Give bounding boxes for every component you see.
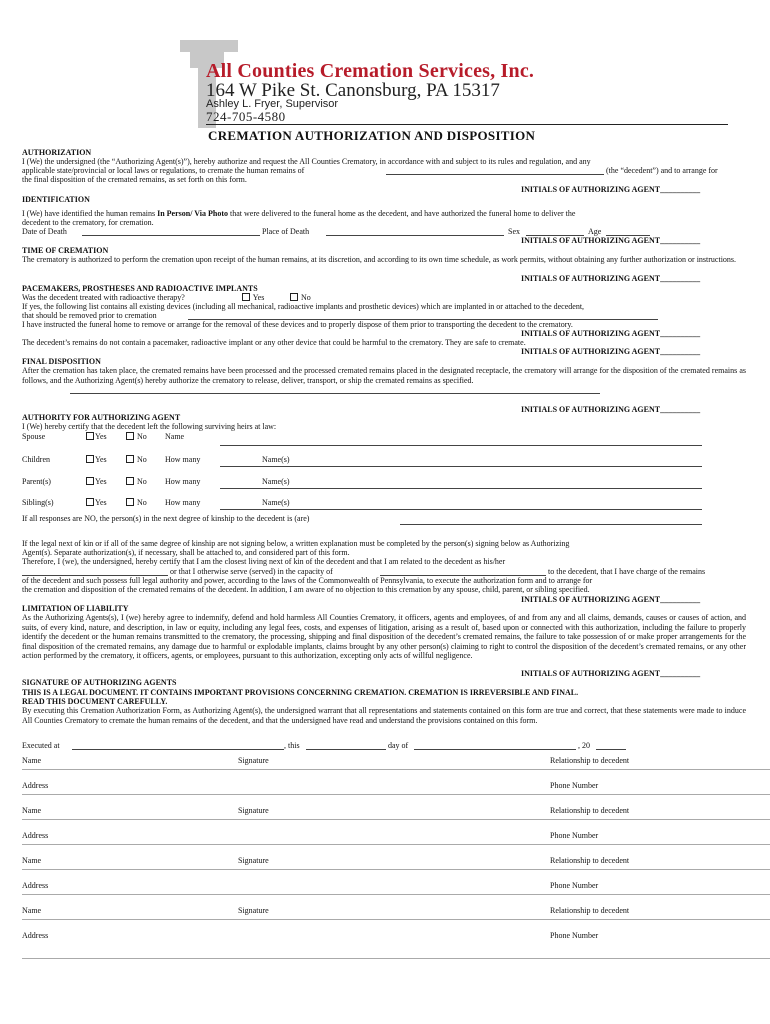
agent-3-name-label: Name bbox=[22, 856, 42, 865]
date-of-death-label: Date of Death bbox=[22, 227, 67, 236]
initials-pacemakers-1[interactable]: INITIALS OF AUTHORIZING AGENT__________ bbox=[521, 329, 701, 338]
parents-names-field[interactable] bbox=[220, 488, 702, 489]
liability-text: As the Authorizing Agents(s), I (we) hereby agree to indemnify, defend and hold harmless All Counties Crematory, it officers, agents and employees, of and from any and all claims, demands, causes or causes of action, and suits, of every kind, nature, and description, in law or equity, including any legal fees, costs, and expenses of litigation, arising as a result of, based upon or connected with this authorization, including the failure to properly identify the decedent or the human remains transmitted to the crematory, the processing, shipping and final disposition of the decedent’s cremated remains, the failure to take possession of or make proper arrangements for the final disposition of the cremated remains, any damage due to harmful or explodable implants, claims brought by any other person(s) claiming to right to control the disposition of the decedent’s cremated remains, or any other action performed by the crematory, it officers, agents, or employees, pursuant to this authorization, excepting only acts of willful negligence. bbox=[22, 613, 746, 660]
authorization-heading: AUTHORIZATION bbox=[22, 148, 92, 157]
checkbox-icon[interactable] bbox=[126, 477, 134, 485]
authorization-text-3: the final disposition of the cremated remains, as set forth on this form. bbox=[22, 175, 247, 184]
year-label: , 20 bbox=[578, 741, 590, 750]
executed-at-label: Executed at bbox=[22, 741, 60, 750]
time-of-cremation-heading: TIME OF CREMATION bbox=[22, 246, 109, 255]
agent-1-name-label: Name bbox=[22, 756, 42, 765]
agent-2-address-line[interactable] bbox=[22, 844, 770, 845]
signature-heading: SIGNATURE OF AUTHORIZING AGENTS bbox=[22, 678, 177, 687]
siblings-no-option[interactable] bbox=[126, 498, 147, 508]
parents-yes-option[interactable] bbox=[86, 477, 107, 487]
next-of-kin-text-2: Agent(s). Separate authorization(s), if necessary, shall be attached to, and considered part of this form. bbox=[22, 548, 350, 557]
legal-warning-2: READ THIS DOCUMENT CAREFULLY. bbox=[22, 697, 168, 706]
agent-3-phone-label: Phone Number bbox=[550, 881, 599, 890]
yes-label: Yes bbox=[95, 498, 107, 507]
yes-label: Yes bbox=[95, 455, 107, 464]
spouse-name-field[interactable] bbox=[220, 445, 702, 446]
agent-4-relationship-label: Relationship to decedent bbox=[550, 906, 630, 915]
authority-heading: AUTHORITY FOR AUTHORIZING AGENT bbox=[22, 413, 181, 422]
spouse-name-label: Name bbox=[165, 432, 185, 441]
checkbox-icon[interactable] bbox=[86, 432, 94, 440]
header-divider bbox=[206, 124, 728, 125]
agent-4-phone-label: Phone Number bbox=[550, 931, 599, 940]
authority-intro: I (We) hereby certify that the decedent left the following surviving heirs at law: bbox=[22, 422, 277, 431]
pacemakers-text-3: I have instructed the funeral home to remove or arrange for the removal of these devices and to properly dispose of them prior to transporting the decedent to the crematory. bbox=[22, 320, 573, 329]
place-of-death-field[interactable] bbox=[326, 235, 504, 236]
company-supervisor: Ashley L. Fryer, Supervisor bbox=[206, 98, 339, 110]
time-of-cremation-text: The crematory is authorized to perform the cremation upon receipt of the human remains, at its discretion, and according to its own time schedule, as work permits, without obtaining any further authorization or instructions. bbox=[22, 255, 737, 264]
heir-label-children: Children bbox=[22, 455, 50, 464]
checkbox-icon[interactable] bbox=[126, 498, 134, 506]
agent-4-name-line[interactable] bbox=[22, 919, 770, 920]
pacemakers-text-1: If yes, the following list contains all existing devices (including all mechanical, radioactive implants and prosthetic devices) which are implanted in or attached to the decedent, bbox=[22, 302, 585, 311]
agent-3-address-line[interactable] bbox=[22, 894, 770, 895]
agent-4-address-label: Address bbox=[22, 931, 49, 940]
authorization-text-2b: (the “decedent”) and to arrange for bbox=[606, 166, 718, 175]
agent-4-address-line[interactable] bbox=[22, 958, 770, 959]
next-of-kin-text-3: Therefore, I (we), the undersigned, hereby certify that I am the closest living next of kin of the decedent and that I am related to the decedent as his/her bbox=[22, 557, 506, 566]
identification-text-1a: I (We) have identified the human remains bbox=[22, 209, 156, 218]
checkbox-icon[interactable] bbox=[126, 432, 134, 440]
initials-final-disposition[interactable]: INITIALS OF AUTHORIZING AGENT__________ bbox=[521, 405, 701, 414]
agent-1-address-label: Address bbox=[22, 781, 49, 790]
siblings-names-field[interactable] bbox=[220, 509, 702, 510]
agent-2-relationship-label: Relationship to decedent bbox=[550, 806, 630, 815]
children-yes-option[interactable] bbox=[86, 455, 107, 465]
date-of-death-field[interactable] bbox=[82, 235, 260, 236]
heir-label-parents: Parent(s) bbox=[22, 477, 51, 486]
day-of-label: day of bbox=[388, 741, 409, 750]
pacemakers-text-2: that should be removed prior to cremation bbox=[22, 311, 157, 320]
parents-names-label: Name(s) bbox=[262, 477, 290, 486]
age-label: Age bbox=[588, 227, 602, 236]
initials-liability[interactable]: INITIALS OF AUTHORIZING AGENT__________ bbox=[521, 669, 701, 678]
final-disposition-heading: FINAL DISPOSITION bbox=[22, 357, 101, 366]
authorization-text-2a: applicable state/provincial or local laws or regulations, to cremate the human remains of bbox=[22, 166, 305, 175]
children-how-many-label: How many bbox=[165, 455, 201, 464]
agent-1-phone-label: Phone Number bbox=[550, 781, 599, 790]
agent-1-signature-label: Signature bbox=[238, 756, 269, 765]
identification-text-2: decedent to the crematory, for cremation. bbox=[22, 218, 154, 227]
authorization-text-1: I (We) the undersigned (the “Authorizing Agent(s)”), hereby authorize and request the All Counties Crematory, in accordance with and subject to its rules and regulation, and any bbox=[22, 157, 591, 166]
checkbox-icon[interactable] bbox=[126, 455, 134, 463]
heir-label-spouse: Spouse bbox=[22, 432, 46, 441]
checkbox-icon[interactable] bbox=[86, 498, 94, 506]
next-of-kin-text-1: If the legal next of kin or if all of the same degree of kinship are not signing below, a written explanation must be completed by the person(s) signing below as Authorizing bbox=[22, 539, 570, 548]
final-disposition-text: After the cremation has taken place, the cremated remains have been processed and the processed cremated remains placed in the designated receptacle, the crematory will arrange for the disposition of the cremated remains as follows, and the Authorizing Agent(s) hereby authorize the crematory to release, deliver, transport, or ship the cremated remains as specified. bbox=[22, 366, 746, 385]
yes-label: Yes bbox=[95, 477, 107, 486]
month-field[interactable] bbox=[414, 749, 576, 750]
liability-heading: LIMITATION OF LIABILITY bbox=[22, 604, 129, 613]
agent-3-relationship-label: Relationship to decedent bbox=[550, 856, 630, 865]
agent-2-signature-label: Signature bbox=[238, 806, 269, 815]
agent-2-name-line[interactable] bbox=[22, 819, 770, 820]
siblings-names-label: Name(s) bbox=[262, 498, 290, 507]
next-of-kin-text-4a: or that I otherwise serve (served) in the capacity of bbox=[170, 567, 333, 576]
place-of-death-label: Place of Death bbox=[262, 227, 310, 236]
spouse-no-option[interactable] bbox=[126, 432, 147, 442]
disposition-field[interactable] bbox=[70, 393, 600, 394]
legal-warning-1: THIS IS A LEGAL DOCUMENT. IT CONTAINS IMPORTANT PROVISIONS CONCERNING CREMATION. CREMATION IS IRREVERSIBLE AND FINAL. bbox=[22, 688, 579, 697]
decedent-name-field[interactable] bbox=[386, 174, 604, 175]
no-label: No bbox=[137, 498, 147, 507]
children-no-option[interactable] bbox=[126, 455, 147, 465]
all-no-text: If all responses are NO, the person(s) in the next degree of kinship to the decedent is (are) bbox=[22, 514, 310, 523]
children-names-label: Name(s) bbox=[262, 455, 290, 464]
initials-pacemakers-2[interactable]: INITIALS OF AUTHORIZING AGENT__________ bbox=[521, 347, 701, 356]
agent-4-name-label: Name bbox=[22, 906, 42, 915]
initials-authorization[interactable]: INITIALS OF AUTHORIZING AGENT__________ bbox=[521, 185, 701, 194]
checkbox-icon[interactable] bbox=[290, 293, 298, 301]
this-label: , this bbox=[284, 741, 300, 750]
no-label: No bbox=[137, 455, 147, 464]
next-of-kin-text-4b: to the decedent, that I have charge of the remains bbox=[548, 567, 706, 576]
identification-method: In Person/ Via Photo bbox=[157, 209, 228, 218]
initials-identification[interactable]: INITIALS OF AUTHORIZING AGENT__________ bbox=[521, 236, 701, 245]
signature-statement: By executing this Cremation Authorization Form, as Authorizing Agent(s), the undersigned warrant that all representations and statements contained on this form are true and correct, that these statements were made to induce All Counties Crematory to cremate the human remains of the decedent, and that the undersigned have read and understand the provisions contained on this form. bbox=[22, 706, 746, 725]
day-field[interactable] bbox=[306, 749, 386, 750]
checkbox-icon[interactable] bbox=[86, 455, 94, 463]
parents-how-many-label: How many bbox=[165, 477, 201, 486]
agent-3-address-label: Address bbox=[22, 881, 49, 890]
checkbox-icon[interactable] bbox=[86, 477, 94, 485]
document-title: CREMATION AUTHORIZATION AND DISPOSITION bbox=[208, 128, 536, 143]
agent-4-signature-label: Signature bbox=[238, 906, 269, 915]
no-label: No bbox=[137, 432, 147, 441]
company-address: 164 W Pike St. Canonsburg, PA 15317 bbox=[206, 80, 500, 101]
agent-2-address-label: Address bbox=[22, 831, 49, 840]
children-names-field[interactable] bbox=[220, 466, 702, 467]
sex-label: Sex bbox=[508, 227, 520, 236]
company-name: All Counties Cremation Services, Inc. bbox=[206, 60, 535, 82]
next-of-kin-text-5: of the decedent and such possess full legal authority and power, according to the laws of the Commonwealth of Pennsylvania, to execute the authorization form and to arrange for bbox=[22, 576, 593, 585]
agent-2-name-label: Name bbox=[22, 806, 42, 815]
pacemakers-text-4: The decedent’s remains do not contain a pacemaker, radioactive implant or any other device that could be harmful to the crematory. They are safe to cremate. bbox=[22, 338, 526, 347]
executed-at-field[interactable] bbox=[72, 749, 284, 750]
identification-heading: IDENTIFICATION bbox=[22, 195, 90, 204]
year-field[interactable] bbox=[596, 749, 626, 750]
parents-no-option[interactable] bbox=[126, 477, 147, 487]
checkbox-icon[interactable] bbox=[242, 293, 250, 301]
radioactive-question: Was the decedent treated with radioactive therapy? bbox=[22, 293, 185, 302]
next-of-kin-text-6: the cremation and disposition of the cremated remains of the decedent. In addition, I am aware of no objection to this cremation by any spouse, child, parent, or sibling specified. bbox=[22, 585, 590, 594]
no-label: No bbox=[137, 477, 147, 486]
spouse-yes-option[interactable] bbox=[86, 432, 107, 442]
yes-label: Yes bbox=[95, 432, 107, 441]
agent-1-name-line[interactable] bbox=[22, 769, 770, 770]
next-of-kin-field[interactable] bbox=[400, 524, 702, 525]
identification-text-1c: that were delivered to the funeral home as the decedent, and have authorized the funeral home to deliver the bbox=[230, 209, 576, 218]
heir-label-siblings: Sibling(s) bbox=[22, 498, 54, 507]
agent-1-relationship-label: Relationship to decedent bbox=[550, 756, 630, 765]
agent-3-name-line[interactable] bbox=[22, 869, 770, 870]
initials-time-of-cremation[interactable]: INITIALS OF AUTHORIZING AGENT__________ bbox=[521, 274, 701, 283]
siblings-yes-option[interactable] bbox=[86, 498, 107, 508]
pacemakers-heading: PACEMAKERS, PROSTHESES AND RADIOACTIVE IMPLANTS bbox=[22, 284, 258, 293]
siblings-how-many-label: How many bbox=[165, 498, 201, 507]
radioactive-no-label: No bbox=[301, 293, 311, 302]
radioactive-yes-label: Yes bbox=[252, 293, 265, 302]
agent-1-address-line[interactable] bbox=[22, 794, 770, 795]
company-phone: 724-705-4580 bbox=[206, 109, 286, 124]
agent-3-signature-label: Signature bbox=[238, 856, 269, 865]
initials-next-of-kin[interactable]: INITIALS OF AUTHORIZING AGENT__________ bbox=[521, 595, 701, 604]
agent-2-phone-label: Phone Number bbox=[550, 831, 599, 840]
